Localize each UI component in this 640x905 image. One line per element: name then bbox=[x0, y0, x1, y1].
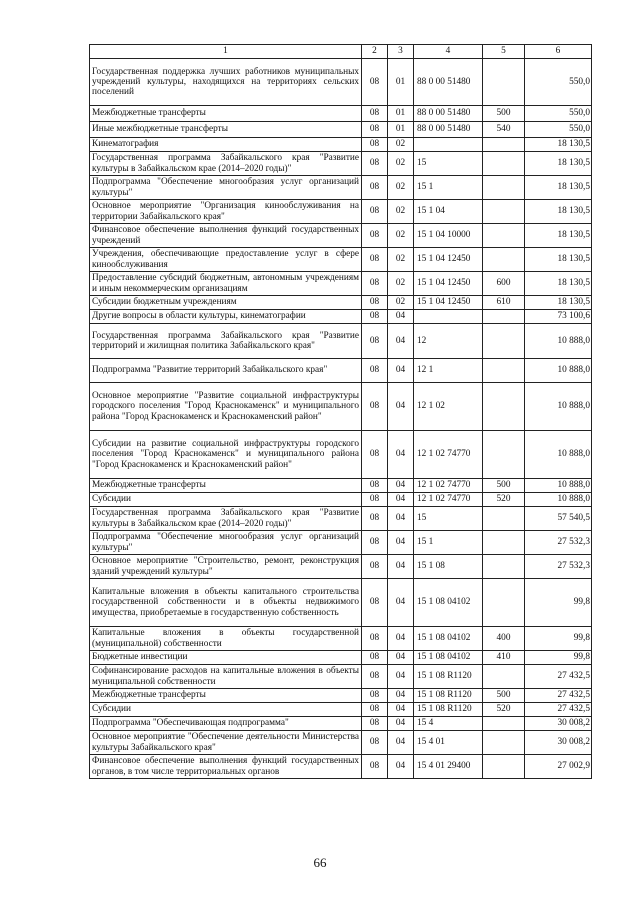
row-name-cell: Капитальные вложения в объекты государственной (муниципальной) собственности bbox=[90, 627, 362, 651]
target-article-cell: 15 1 04 12450 bbox=[414, 248, 483, 272]
row-name-cell: Подпрограмма "Обеспечение многообразия услуг организаций культуры" bbox=[90, 176, 362, 200]
amount-cell: 18 130,5 bbox=[525, 296, 592, 310]
table-row bbox=[90, 200, 592, 224]
subsection-code-cell: 04 bbox=[388, 651, 414, 665]
expense-type-cell bbox=[483, 310, 525, 324]
row-name-cell: Субсидии bbox=[90, 703, 362, 717]
expense-type-cell: 540 bbox=[483, 122, 525, 138]
section-code-cell: 08 bbox=[362, 224, 388, 248]
section-code-cell: 08 bbox=[362, 703, 388, 717]
subsection-code-cell: 04 bbox=[388, 507, 414, 531]
table-row bbox=[90, 665, 592, 689]
subsection-code-cell: 04 bbox=[388, 665, 414, 689]
page-number: 66 bbox=[313, 855, 327, 870]
target-article-cell: 15 4 bbox=[414, 717, 483, 731]
section-code-cell: 08 bbox=[362, 689, 388, 703]
expense-type-cell bbox=[483, 176, 525, 200]
amount-cell: 18 130,5 bbox=[525, 200, 592, 224]
expense-type-cell: 610 bbox=[483, 296, 525, 310]
amount-cell: 27 002,9 bbox=[525, 755, 592, 779]
row-name-cell: Межбюджетные трансферты bbox=[90, 106, 362, 122]
expense-type-cell: 520 bbox=[483, 703, 525, 717]
row-name-cell: Финансовое обеспечение выполнения функций государственных органов, в том числе территориальных органов bbox=[90, 755, 362, 779]
subsection-code-cell: 02 bbox=[388, 152, 414, 176]
target-article-cell bbox=[414, 310, 483, 324]
row-name-cell: Субсидии bbox=[90, 493, 362, 507]
target-article-cell: 12 1 02 74770 bbox=[414, 493, 483, 507]
subsection-code-cell: 02 bbox=[388, 248, 414, 272]
table-row bbox=[90, 272, 592, 296]
table-row bbox=[90, 310, 592, 324]
target-article-cell: 15 4 01 29400 bbox=[414, 755, 483, 779]
target-article-cell: 15 1 08 R1120 bbox=[414, 703, 483, 717]
target-article-cell: 15 1 08 R1120 bbox=[414, 689, 483, 703]
target-article-cell: 15 1 04 bbox=[414, 200, 483, 224]
amount-cell: 10 888,0 bbox=[525, 359, 592, 383]
subsection-code-cell: 02 bbox=[388, 176, 414, 200]
subsection-code-cell: 04 bbox=[388, 383, 414, 431]
table-row bbox=[90, 106, 592, 122]
amount-cell: 18 130,5 bbox=[525, 272, 592, 296]
table-row bbox=[90, 479, 592, 493]
expense-type-cell bbox=[483, 717, 525, 731]
row-name-cell: Государственная поддержка лучших работников муниципальных учреждений культуры, находящихся на территориях сельских поселений bbox=[90, 59, 362, 106]
section-code-cell: 08 bbox=[362, 531, 388, 555]
expense-type-cell bbox=[483, 755, 525, 779]
expense-type-cell bbox=[483, 531, 525, 555]
section-code-cell: 08 bbox=[362, 324, 388, 359]
row-name-cell: Государственная программа Забайкальского края "Развитие территорий и жилищная политика Забайкальского края" bbox=[90, 324, 362, 359]
expense-type-cell bbox=[483, 138, 525, 152]
amount-cell: 550,0 bbox=[525, 106, 592, 122]
subsection-code-cell: 02 bbox=[388, 272, 414, 296]
target-article-cell: 12 1 02 bbox=[414, 383, 483, 431]
row-name-cell: Кинематография bbox=[90, 138, 362, 152]
target-article-cell: 15 1 08 R1120 bbox=[414, 665, 483, 689]
section-code-cell: 08 bbox=[362, 651, 388, 665]
table-header-row bbox=[90, 45, 592, 59]
subsection-code-cell: 02 bbox=[388, 296, 414, 310]
table-body bbox=[90, 45, 592, 779]
table-row bbox=[90, 731, 592, 755]
target-article-cell: 12 bbox=[414, 324, 483, 359]
row-name-cell: Основное мероприятие "Организация кинообслуживания на территории Забайкальского края" bbox=[90, 200, 362, 224]
subsection-code-cell: 04 bbox=[388, 531, 414, 555]
expense-type-cell bbox=[483, 359, 525, 383]
amount-cell: 99,8 bbox=[525, 579, 592, 627]
subsection-code-cell: 04 bbox=[388, 493, 414, 507]
row-name-cell: Иные межбюджетные трансферты bbox=[90, 122, 362, 138]
subsection-code-cell: 04 bbox=[388, 579, 414, 627]
amount-cell: 99,8 bbox=[525, 651, 592, 665]
row-name-cell: Подпрограмма "Обеспечивающая подпрограмма" bbox=[90, 717, 362, 731]
row-name-cell: Бюджетные инвестиции bbox=[90, 651, 362, 665]
target-article-cell: 15 bbox=[414, 152, 483, 176]
amount-cell: 18 130,5 bbox=[525, 248, 592, 272]
header-cell: 6 bbox=[525, 45, 592, 59]
amount-cell: 73 100,6 bbox=[525, 310, 592, 324]
table-row bbox=[90, 59, 592, 106]
section-code-cell: 08 bbox=[362, 200, 388, 224]
row-name-cell: Основное мероприятие "Строительство, ремонт, реконструкция зданий учреждений культуры" bbox=[90, 555, 362, 579]
section-code-cell: 08 bbox=[362, 359, 388, 383]
table-row bbox=[90, 176, 592, 200]
amount-cell: 18 130,5 bbox=[525, 152, 592, 176]
expense-type-cell bbox=[483, 665, 525, 689]
target-article-cell: 15 1 04 12450 bbox=[414, 272, 483, 296]
table-row bbox=[90, 224, 592, 248]
subsection-code-cell: 04 bbox=[388, 731, 414, 755]
target-article-cell: 12 1 02 74770 bbox=[414, 479, 483, 493]
amount-cell: 18 130,5 bbox=[525, 176, 592, 200]
amount-cell: 27 432,5 bbox=[525, 703, 592, 717]
header-cell: 3 bbox=[388, 45, 414, 59]
table-row bbox=[90, 493, 592, 507]
subsection-code-cell: 04 bbox=[388, 479, 414, 493]
amount-cell: 27 532,3 bbox=[525, 531, 592, 555]
expense-type-cell bbox=[483, 59, 525, 106]
section-code-cell: 08 bbox=[362, 665, 388, 689]
row-name-cell: Межбюджетные трансферты bbox=[90, 479, 362, 493]
subsection-code-cell: 04 bbox=[388, 555, 414, 579]
table-row bbox=[90, 689, 592, 703]
expense-type-cell: 410 bbox=[483, 651, 525, 665]
expense-type-cell bbox=[483, 579, 525, 627]
amount-cell: 99,8 bbox=[525, 627, 592, 651]
expense-type-cell: 500 bbox=[483, 479, 525, 493]
section-code-cell: 08 bbox=[362, 106, 388, 122]
subsection-code-cell: 04 bbox=[388, 689, 414, 703]
header-cell: 5 bbox=[483, 45, 525, 59]
section-code-cell: 08 bbox=[362, 152, 388, 176]
row-name-cell: Основное мероприятие "Обеспечение деятельности Министерства культуры Забайкальского края" bbox=[90, 731, 362, 755]
row-name-cell: Учреждения, обеспечивающие предоставление услуг в сфере кинообслуживания bbox=[90, 248, 362, 272]
row-name-cell: Межбюджетные трансферты bbox=[90, 689, 362, 703]
subsection-code-cell: 04 bbox=[388, 324, 414, 359]
target-article-cell: 15 1 08 04102 bbox=[414, 627, 483, 651]
section-code-cell: 08 bbox=[362, 383, 388, 431]
section-code-cell: 08 bbox=[362, 493, 388, 507]
amount-cell: 10 888,0 bbox=[525, 493, 592, 507]
expense-type-cell bbox=[483, 555, 525, 579]
header-cell: 1 bbox=[90, 45, 362, 59]
subsection-code-cell: 04 bbox=[388, 431, 414, 479]
subsection-code-cell: 04 bbox=[388, 717, 414, 731]
expense-type-cell bbox=[483, 152, 525, 176]
table-row bbox=[90, 531, 592, 555]
expense-type-cell bbox=[483, 324, 525, 359]
header-cell: 2 bbox=[362, 45, 388, 59]
section-code-cell: 08 bbox=[362, 272, 388, 296]
amount-cell: 550,0 bbox=[525, 122, 592, 138]
expense-type-cell: 500 bbox=[483, 106, 525, 122]
table-row bbox=[90, 152, 592, 176]
table-row bbox=[90, 431, 592, 479]
subsection-code-cell: 04 bbox=[388, 755, 414, 779]
subsection-code-cell: 02 bbox=[388, 224, 414, 248]
amount-cell: 18 130,5 bbox=[525, 224, 592, 248]
row-name-cell: Предоставление субсидий бюджетным, автономным учреждениям и иным некоммерческим организациям bbox=[90, 272, 362, 296]
section-code-cell: 08 bbox=[362, 479, 388, 493]
section-code-cell: 08 bbox=[362, 627, 388, 651]
amount-cell: 57 540,5 bbox=[525, 507, 592, 531]
target-article-cell: 88 0 00 51480 bbox=[414, 122, 483, 138]
table-row bbox=[90, 359, 592, 383]
row-name-cell: Государственная программа Забайкальского края "Развитие культуры в Забайкальском крае (2014–2020 годы)" bbox=[90, 507, 362, 531]
table-row bbox=[90, 755, 592, 779]
expense-type-cell: 600 bbox=[483, 272, 525, 296]
header-cell: 4 bbox=[414, 45, 483, 59]
section-code-cell: 08 bbox=[362, 310, 388, 324]
subsection-code-cell: 01 bbox=[388, 59, 414, 106]
row-name-cell: Капитальные вложения в объекты капитального строительства государственной собственности и в объекты недвижимого имущества, приобретаемые в государственную собственность bbox=[90, 579, 362, 627]
row-name-cell: Основное мероприятие "Развитие социальной инфраструктуры городского поселения "Город Краснокаменск" и муниципального района "Город Краснокаменск и Краснокаменский район" bbox=[90, 383, 362, 431]
target-article-cell: 88 0 00 51480 bbox=[414, 59, 483, 106]
amount-cell: 10 888,0 bbox=[525, 383, 592, 431]
expense-type-cell: 520 bbox=[483, 493, 525, 507]
target-article-cell: 15 1 08 04102 bbox=[414, 651, 483, 665]
target-article-cell bbox=[414, 138, 483, 152]
section-code-cell: 08 bbox=[362, 755, 388, 779]
section-code-cell: 08 bbox=[362, 296, 388, 310]
section-code-cell: 08 bbox=[362, 731, 388, 755]
amount-cell: 30 008,2 bbox=[525, 731, 592, 755]
expense-type-cell: 500 bbox=[483, 689, 525, 703]
table-row bbox=[90, 507, 592, 531]
expense-type-cell bbox=[483, 383, 525, 431]
amount-cell: 10 888,0 bbox=[525, 324, 592, 359]
amount-cell: 27 432,5 bbox=[525, 689, 592, 703]
expense-type-cell bbox=[483, 731, 525, 755]
target-article-cell: 15 bbox=[414, 507, 483, 531]
amount-cell: 10 888,0 bbox=[525, 431, 592, 479]
budget-table bbox=[89, 44, 592, 779]
expense-type-cell: 400 bbox=[483, 627, 525, 651]
expense-type-cell bbox=[483, 224, 525, 248]
amount-cell: 30 008,2 bbox=[525, 717, 592, 731]
table-row bbox=[90, 627, 592, 651]
target-article-cell: 12 1 02 74770 bbox=[414, 431, 483, 479]
target-article-cell: 15 1 08 bbox=[414, 555, 483, 579]
section-code-cell: 08 bbox=[362, 138, 388, 152]
amount-cell: 10 888,0 bbox=[525, 479, 592, 493]
section-code-cell: 08 bbox=[362, 248, 388, 272]
table-row bbox=[90, 122, 592, 138]
table-row bbox=[90, 383, 592, 431]
section-code-cell: 08 bbox=[362, 431, 388, 479]
expense-type-cell bbox=[483, 200, 525, 224]
row-name-cell: Подпрограмма "Развитие территорий Забайкальского края" bbox=[90, 359, 362, 383]
amount-cell: 27 432,5 bbox=[525, 665, 592, 689]
section-code-cell: 08 bbox=[362, 717, 388, 731]
amount-cell: 550,0 bbox=[525, 59, 592, 106]
amount-cell: 27 532,3 bbox=[525, 555, 592, 579]
section-code-cell: 08 bbox=[362, 59, 388, 106]
target-article-cell: 15 4 01 bbox=[414, 731, 483, 755]
section-code-cell: 08 bbox=[362, 555, 388, 579]
target-article-cell: 15 1 08 04102 bbox=[414, 579, 483, 627]
table-row bbox=[90, 296, 592, 310]
subsection-code-cell: 04 bbox=[388, 703, 414, 717]
amount-cell: 18 130,5 bbox=[525, 138, 592, 152]
target-article-cell: 15 1 04 10000 bbox=[414, 224, 483, 248]
table-row bbox=[90, 324, 592, 359]
row-name-cell: Субсидии на развитие социальной инфраструктуры городского поселения "Город Краснокаменск" и муниципального района "Город Краснокаменск и Краснокаменский район" bbox=[90, 431, 362, 479]
section-code-cell: 08 bbox=[362, 122, 388, 138]
row-name-cell: Финансовое обеспечение выполнения функций государственных учреждений bbox=[90, 224, 362, 248]
section-code-cell: 08 bbox=[362, 507, 388, 531]
subsection-code-cell: 04 bbox=[388, 359, 414, 383]
row-name-cell: Другие вопросы в области культуры, кинематографии bbox=[90, 310, 362, 324]
table-row bbox=[90, 717, 592, 731]
table-row bbox=[90, 138, 592, 152]
expense-type-cell bbox=[483, 431, 525, 479]
subsection-code-cell: 01 bbox=[388, 122, 414, 138]
expense-type-cell bbox=[483, 248, 525, 272]
row-name-cell: Субсидии бюджетным учреждениям bbox=[90, 296, 362, 310]
section-code-cell: 08 bbox=[362, 176, 388, 200]
subsection-code-cell: 04 bbox=[388, 627, 414, 651]
table-row bbox=[90, 703, 592, 717]
subsection-code-cell: 01 bbox=[388, 106, 414, 122]
expense-type-cell bbox=[483, 507, 525, 531]
table-row bbox=[90, 651, 592, 665]
row-name-cell: Государственная программа Забайкальского края "Развитие культуры в Забайкальском крае (2014–2020 годы)" bbox=[90, 152, 362, 176]
target-article-cell: 12 1 bbox=[414, 359, 483, 383]
target-article-cell: 15 1 bbox=[414, 176, 483, 200]
target-article-cell: 88 0 00 51480 bbox=[414, 106, 483, 122]
section-code-cell: 08 bbox=[362, 579, 388, 627]
subsection-code-cell: 02 bbox=[388, 200, 414, 224]
target-article-cell: 15 1 04 12450 bbox=[414, 296, 483, 310]
table-row bbox=[90, 555, 592, 579]
table-row bbox=[90, 579, 592, 627]
subsection-code-cell: 02 bbox=[388, 138, 414, 152]
table-row bbox=[90, 248, 592, 272]
row-name-cell: Софинансирование расходов на капитальные вложения в объекты муниципальной собственности bbox=[90, 665, 362, 689]
row-name-cell: Подпрограмма "Обеспечение многообразия услуг организаций культуры" bbox=[90, 531, 362, 555]
target-article-cell: 15 1 bbox=[414, 531, 483, 555]
subsection-code-cell: 04 bbox=[388, 310, 414, 324]
